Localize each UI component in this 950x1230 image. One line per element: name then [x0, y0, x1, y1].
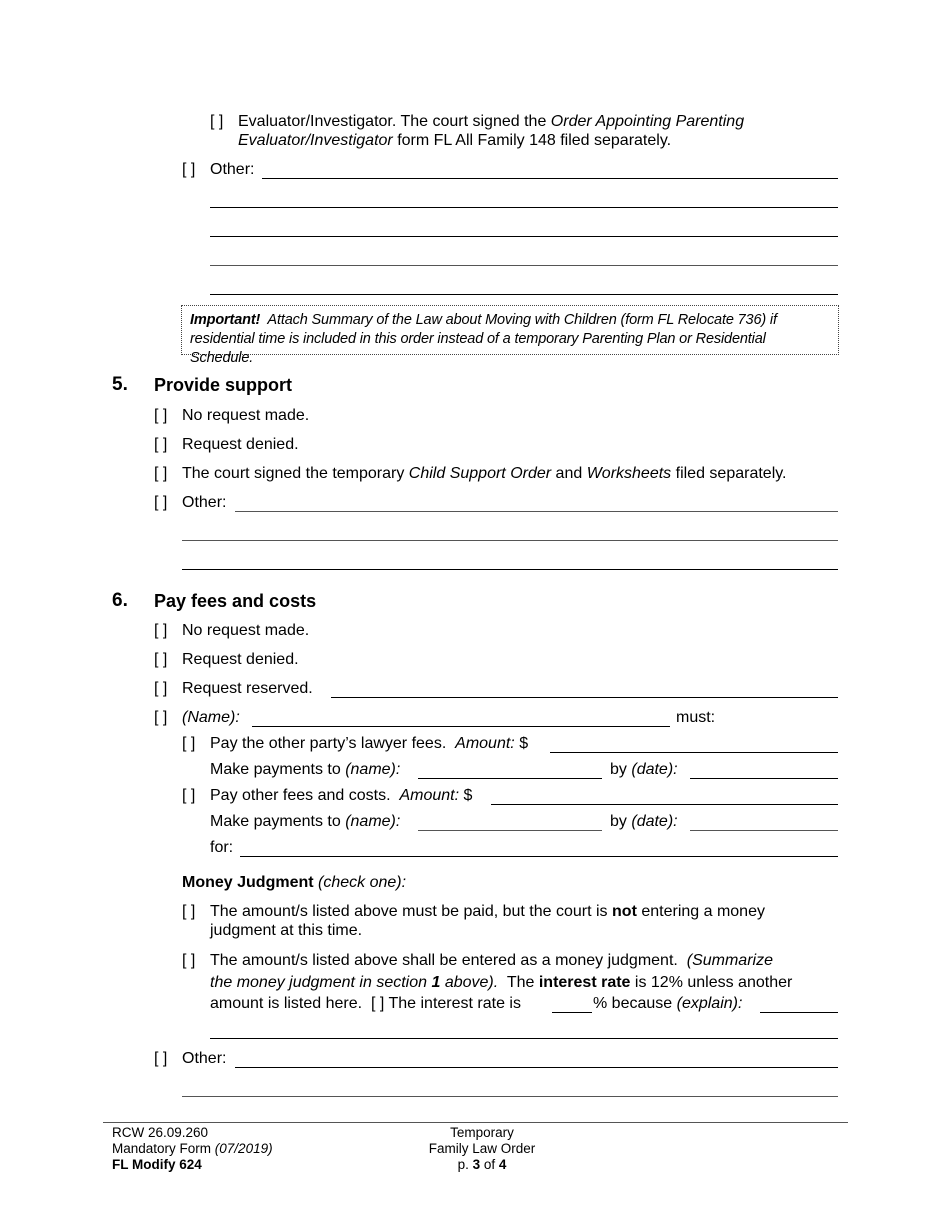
s6-no-request-label: No request made.	[182, 622, 310, 639]
s6-other-label: Other:	[182, 1050, 227, 1067]
s6-must-label: must:	[676, 709, 716, 726]
footer-title2: Family Law Order	[428, 1141, 536, 1156]
s6-name-line[interactable]	[252, 726, 670, 727]
notice-line2: residential time is included in this order instead of a temporary Parenting Plan or Residential Schedule.	[190, 331, 766, 366]
top-other-label: Other:	[210, 161, 255, 178]
lawyer-fees-checkbox[interactable]: [ ]	[182, 735, 196, 752]
mj-option1-text: The amount/s listed above must be paid, but the court is not entering a money	[210, 903, 765, 920]
other-fees-checkbox[interactable]: [ ]	[182, 787, 196, 804]
top-other-line-5[interactable]	[210, 294, 838, 295]
footer-title1: Temporary	[450, 1125, 514, 1140]
footer-mandatory: Mandatory Form (07/2019)	[112, 1141, 273, 1156]
interest-rate-line[interactable]	[552, 1012, 592, 1013]
s6-name-checkbox[interactable]: [ ]	[154, 709, 168, 726]
top-other-line-4[interactable]	[210, 265, 838, 266]
explain-line[interactable]	[760, 1012, 838, 1013]
s5-signed-text: The court signed the temporary Child Support Order and Worksheets filed separately.	[182, 465, 787, 482]
s5-denied-checkbox[interactable]: [ ]	[154, 436, 168, 453]
evaluator-checkbox[interactable]: [ ]	[210, 113, 224, 130]
s6-name-label: (Name):	[182, 709, 240, 726]
evaluator-text: Evaluator/Investigator. The court signed the Order Appointing Parenting	[238, 113, 745, 130]
s5-other-checkbox[interactable]: [ ]	[154, 494, 168, 511]
s6-other-line-2[interactable]	[182, 1096, 838, 1097]
other-fees-pay-to: Make payments to (name):	[210, 813, 401, 830]
s6-other-line[interactable]	[235, 1067, 838, 1068]
important-label: Important!	[190, 312, 261, 328]
mj-option2-text-line2: the money judgment in section 1 above). The interest rate is 12% unless another	[210, 974, 793, 991]
section-5-number: 5.	[112, 374, 128, 395]
s5-signed-checkbox[interactable]: [ ]	[154, 465, 168, 482]
mj-option2-checkbox[interactable]: [ ]	[182, 952, 196, 969]
top-other-line-3[interactable]	[210, 236, 838, 237]
footer-center	[382, 1125, 582, 1173]
section-5-title: Provide support	[154, 375, 293, 395]
footer-page: p. 3 of 4	[457, 1157, 507, 1172]
footer-divider	[103, 1122, 848, 1123]
other-fees-date-line[interactable]	[690, 830, 838, 831]
important-notice	[181, 305, 839, 366]
lawyer-fees-date-line[interactable]	[690, 778, 838, 779]
lawyer-fees-name-line[interactable]	[418, 778, 602, 779]
lawyer-fees-by: by (date):	[610, 761, 678, 778]
lawyer-fees-amount-line[interactable]	[550, 752, 838, 753]
explain-line-2[interactable]	[210, 1038, 838, 1039]
other-fees-text: Pay other fees and costs. Amount: $	[210, 787, 473, 804]
other-fees-by: by (date):	[610, 813, 678, 830]
mj-option1-text-line2: judgment at this time.	[210, 922, 363, 939]
mj-option2-text: The amount/s listed above shall be entered as a money judgment. (Summarize	[210, 952, 773, 969]
s6-denied-label: Request denied.	[182, 651, 299, 668]
top-other-line[interactable]	[262, 178, 838, 179]
lawyer-fees-text: Pay the other party’s lawyer fees. Amount: $	[210, 735, 529, 752]
s5-other-line-3[interactable]	[182, 569, 838, 570]
other-fees-for-line[interactable]	[240, 856, 838, 857]
money-judgment-heading: Money Judgment (check one):	[182, 874, 407, 891]
s5-other-line-2[interactable]	[182, 540, 838, 541]
s6-reserved-line[interactable]	[331, 697, 838, 698]
s5-denied-label: Request denied.	[182, 436, 299, 453]
s6-reserved-checkbox[interactable]: [ ]	[154, 680, 168, 697]
footer-left	[112, 1125, 273, 1173]
section-6-title: Pay fees and costs	[154, 591, 317, 611]
section-6-number: 6.	[112, 590, 128, 611]
interest-rate-checkbox[interactable]: [ ]	[370, 995, 385, 1012]
mj-option1-checkbox[interactable]: [ ]	[182, 903, 196, 920]
s6-no-request-checkbox[interactable]: [ ]	[154, 622, 168, 639]
mj-option2-because: % because (explain):	[593, 995, 743, 1012]
top-other-line-2[interactable]	[210, 207, 838, 208]
other-fees-name-line[interactable]	[418, 830, 602, 831]
s6-reserved-label: Request reserved.	[182, 680, 313, 697]
s5-other-label: Other:	[182, 494, 227, 511]
s5-no-request-label: No request made.	[182, 407, 310, 424]
footer-rcw: RCW 26.09.260	[112, 1125, 209, 1140]
s6-denied-checkbox[interactable]: [ ]	[154, 651, 168, 668]
s6-other-checkbox[interactable]: [ ]	[154, 1050, 168, 1067]
mj-option2-text-line3: amount is listed here. [ ] The interest rate is	[210, 995, 521, 1012]
top-other-checkbox[interactable]: [ ]	[182, 161, 196, 178]
footer-form-id: FL Modify 624	[112, 1157, 202, 1172]
other-fees-for-label: for:	[210, 839, 234, 856]
notice-line1: Attach Summary of the Law about Moving with Children (form FL Relocate 736) if	[267, 312, 777, 328]
lawyer-fees-pay-to: Make payments to (name):	[210, 761, 401, 778]
evaluator-text-line2: Evaluator/Investigator form FL All Family 148 filed separately.	[238, 132, 672, 149]
other-fees-amount-line[interactable]	[491, 804, 838, 805]
s5-other-line[interactable]	[235, 511, 838, 512]
s5-no-request-checkbox[interactable]: [ ]	[154, 407, 168, 424]
